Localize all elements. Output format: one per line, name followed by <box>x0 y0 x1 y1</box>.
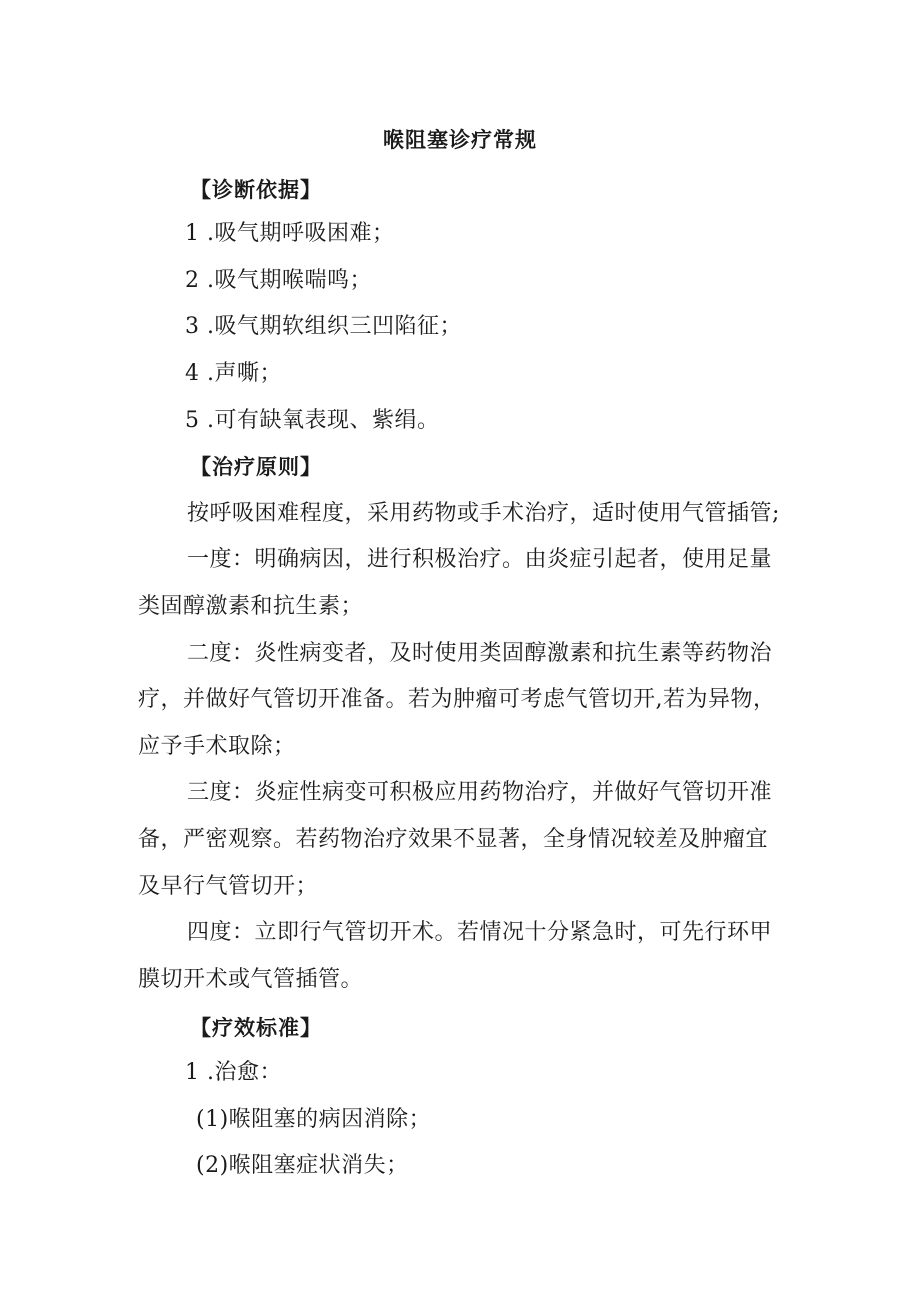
efficacy-subitem-2: (2)喉阻塞症状消失； <box>196 1153 409 1178</box>
diagnosis-item-1: 1 .吸气期呼吸困难； <box>185 221 395 246</box>
treatment-degree2-line1: 二度：炎性病变者，及时使用类固醇激素和抗生素等药物治 <box>187 641 773 666</box>
section-heading-treatment: 【治疗原则】 <box>190 455 322 479</box>
treatment-degree4-line2: 膜切开术或气管插管。 <box>138 967 364 992</box>
diagnosis-item-2: 2 .吸气期喉喘鸣； <box>185 268 372 293</box>
diagnosis-item-5: 5 .可有缺氧表现、紫绢。 <box>185 408 440 433</box>
section-heading-efficacy: 【疗效标准】 <box>190 1016 322 1040</box>
treatment-intro: 按呼吸困难程度，采用药物或手术治疗，适时使用气管插管; <box>187 501 780 526</box>
treatment-degree1-line1: 一度：明确病因，进行积极治疗。由炎症引起者，使用足量 <box>187 547 773 572</box>
diagnosis-item-4: 4 .声嘶； <box>185 361 282 386</box>
treatment-degree2-line3: 应予手术取除； <box>138 734 296 759</box>
diagnosis-item-3: 3 .吸气期软组织三凹陷征； <box>185 314 462 339</box>
section-heading-diagnosis: 【诊断依据】 <box>190 178 322 202</box>
treatment-degree3-line2: 备，严密观察。若药物治疗效果不显著，全身情况较差及肿瘤宜 <box>138 827 769 852</box>
efficacy-subitem-1: (1)喉阻塞的病因消除； <box>196 1107 432 1132</box>
efficacy-item-1: 1 .治愈： <box>185 1060 282 1085</box>
treatment-degree4-line1: 四度：立即行气管切开术。若情况十分紧急时，可先行环甲 <box>187 920 773 945</box>
treatment-degree3-line3: 及早行气管切开； <box>138 874 319 899</box>
treatment-degree1-line2: 类固醇激素和抗生素； <box>138 594 364 619</box>
treatment-degree2-line2: 疗，并做好气管切开准备。若为肿瘤可考虑气管切开,若为异物， <box>138 687 776 712</box>
page-title: 喉阻塞诊疗常规 <box>383 128 537 152</box>
treatment-degree3-line1: 三度：炎症性病变可积极应用药物治疗，并做好气管切开准 <box>187 780 773 805</box>
